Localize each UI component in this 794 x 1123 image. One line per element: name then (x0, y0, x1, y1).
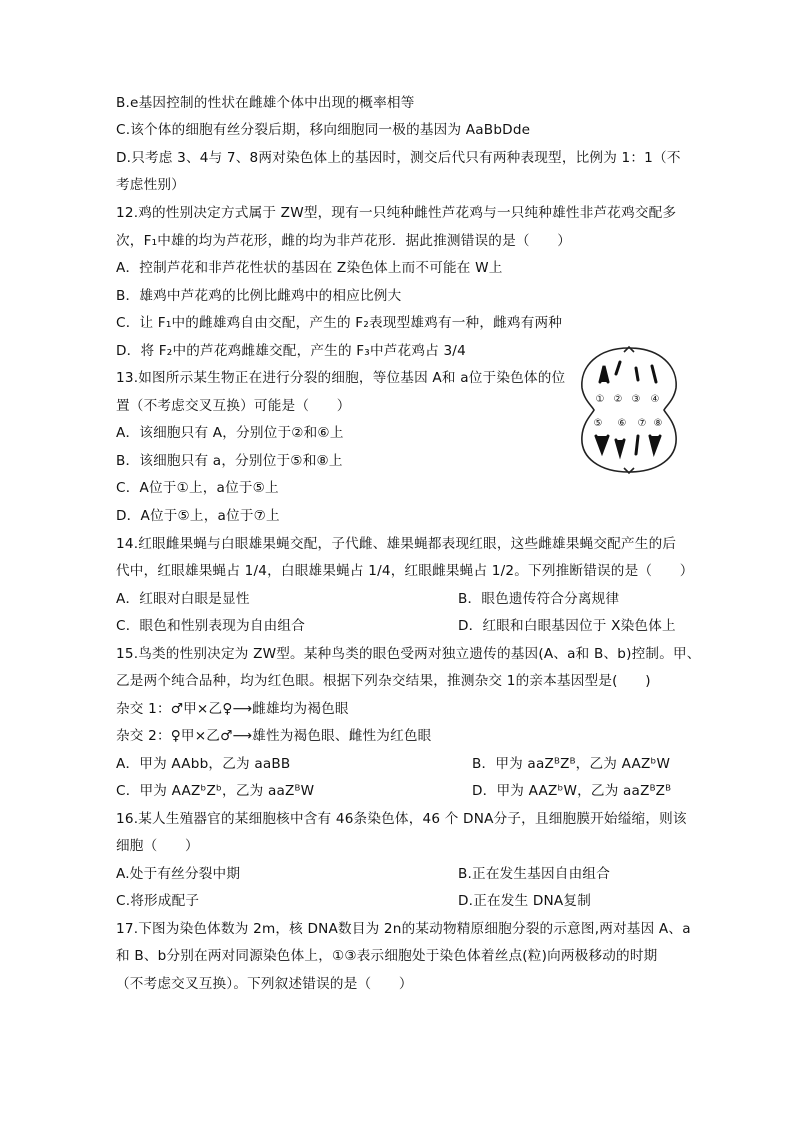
q17-stem-cont: 和 B、b分别在两对同源染色体上，①③表示细胞处于染色体着丝点(粒)向两极移动的时期 (116, 948, 658, 964)
q15-option-a: A．甲为 AAbb，乙为 aaBB (116, 756, 291, 772)
chromosome-7 (636, 436, 638, 454)
chromosome-5 (596, 436, 608, 452)
figure-label-5: ⑤ (593, 418, 603, 429)
cell-membrane (582, 348, 676, 472)
cell-division-figure (578, 344, 680, 476)
q12-option-c: C．让 F₁中的雌雄鸡自由交配，产生的 F₂表现型雄鸡有一种，雌鸡有两种 (116, 315, 563, 331)
q12-option-a: A．控制芦花和非芦花性状的基因在 Z染色体上而不可能在 W上 (116, 260, 503, 276)
q15-cross-1: 杂交 1：♂甲×乙♀⟶雌雄均为褐色眼 (116, 701, 349, 717)
q12-stem: 12.鸡的性别决定方式属于 ZW型，现有一只纯种雌性芦花鸡与一只纯种雄性非芦花鸡交配多 (116, 205, 677, 221)
q12-option-b: B．雄鸡中芦花鸡的比例比雌鸡中的相应比例大 (116, 288, 402, 304)
q13-option-d: D．A位于⑤上，a位于⑦上 (116, 508, 280, 524)
q11-option-d: D.只考虑 3、4与 7、8两对染色体上的基因时，测交后代只有两种表现型，比例为 1：1（不 (116, 150, 681, 166)
q15-option-c: C．甲为 AAZᵇZᵇ，乙为 aaZᴮW (116, 783, 315, 799)
q15-options-ab (116, 754, 671, 774)
q15-options-cd (116, 781, 672, 801)
q15-option-b: B．甲为 aaZᴮZᴮ，乙为 AAZᵇW (472, 756, 671, 772)
q16-option-a: A.处于有丝分裂中期 (116, 866, 241, 882)
q13-option-b: B．该细胞只有 a，分别位于⑤和⑧上 (116, 453, 343, 469)
chromosome-2 (616, 362, 620, 374)
q15-stem: 15.鸟类的性别决定为 ZW型。某种鸟类的眼色受两对独立遗传的基因(A、a和 B、b)控制。甲、 (116, 646, 701, 662)
q14-options-ab (116, 589, 620, 609)
q12-stem-cont: 次，F₁中雄的均为芦花形，雌的均为非芦花形．据此推测错误的是（ ） (116, 233, 572, 249)
q15-stem-cont: 乙是两个纯合品种，均为红色眼。根据下列杂交结果，推测杂交 1的亲本基因型是( ) (116, 673, 651, 689)
q15-cross-2: 杂交 2：♀甲×乙♂⟶雄性为褐色眼、雌性为红色眼 (116, 728, 432, 744)
q14-option-b: B．眼色遗传符合分离规律 (458, 591, 620, 607)
chromosome-4 (652, 366, 656, 382)
q16-options-cd (116, 891, 592, 911)
figure-label-1: ① (595, 394, 605, 405)
q17-stem: 17.下图为染色体数为 2m，核 DNA数目为 2n的某动物精原细胞分裂的示意图,两对基因 A、a (116, 921, 691, 937)
figure-label-8: ⑧ (653, 418, 663, 429)
figure-label-3: ③ (631, 394, 641, 405)
q11-option-c: C.该个体的细胞有丝分裂后期，移向细胞同一极的基因为 AaBbDde (116, 122, 531, 138)
q16-stem-cont: 细胞（ ） (116, 838, 199, 854)
chromosome-1 (600, 366, 608, 382)
figure-label-6: ⑥ (617, 418, 627, 429)
q14-stem: 14.红眼雌果蝇与白眼雄果蝇交配，子代雌、雄果蝇都表现红眼，这些雌雄果蝇交配产生的后 (116, 536, 677, 552)
chromosome-6 (616, 440, 624, 454)
q17-stem-cont-2: （不考虑交叉互换）。下列叙述错误的是（ ） (116, 976, 413, 992)
q15-option-d: D．甲为 AAZᵇW，乙为 aaZᴮZᴮ (472, 783, 672, 799)
q16-option-c: C.将形成配子 (116, 893, 200, 909)
q11-option-b: B.e基因控制的性状在雌雄个体中出现的概率相等 (116, 95, 415, 111)
q16-options-ab (116, 864, 610, 884)
figure-label-2: ② (613, 394, 623, 405)
q16-option-d: D.正在发生 DNA复制 (458, 893, 592, 909)
q14-option-c: C．眼色和性别表现为自由组合 (116, 618, 306, 634)
q16-stem: 16.某人生殖器官的某细胞核中含有 46条染色体，46 个 DNA分子，且细胞膜开始缢缩，则该 (116, 811, 687, 827)
q12-option-d: D．将 F₂中的芦花鸡雌雄交配，产生的 F₃中芦花鸡占 3/4 (116, 343, 466, 359)
q16-option-b: B.正在发生基因自由组合 (458, 866, 610, 882)
q13-stem: 13.如图所示某生物正在进行分裂的细胞，等位基因 A和 a位于染色体的位 (116, 370, 566, 386)
figure-label-4: ④ (650, 394, 660, 405)
q14-options-cd (116, 616, 676, 636)
q13-stem-cont: 置（不考虑交叉互换）可能是（ ） (116, 398, 351, 414)
q11-option-d-cont: 考虑性别） (116, 177, 185, 193)
q14-option-a: A．红眼对白眼是显性 (116, 591, 250, 607)
chromosome-3 (636, 368, 638, 380)
q14-stem-cont: 代中，红眼雄果蝇占 1/4，白眼雄果蝇占 1/4，红眼雌果蝇占 1/2。下列推断错误的是（ ） (116, 563, 694, 579)
chromosome-8 (650, 436, 660, 452)
q13-option-a: A．该细胞只有 A，分别位于②和⑥上 (116, 425, 344, 441)
figure-label-7: ⑦ (637, 418, 647, 429)
q14-option-d: D．红眼和白眼基因位于 X染色体上 (458, 618, 676, 634)
q13-option-c: C．A位于①上，a位于⑤上 (116, 480, 279, 496)
